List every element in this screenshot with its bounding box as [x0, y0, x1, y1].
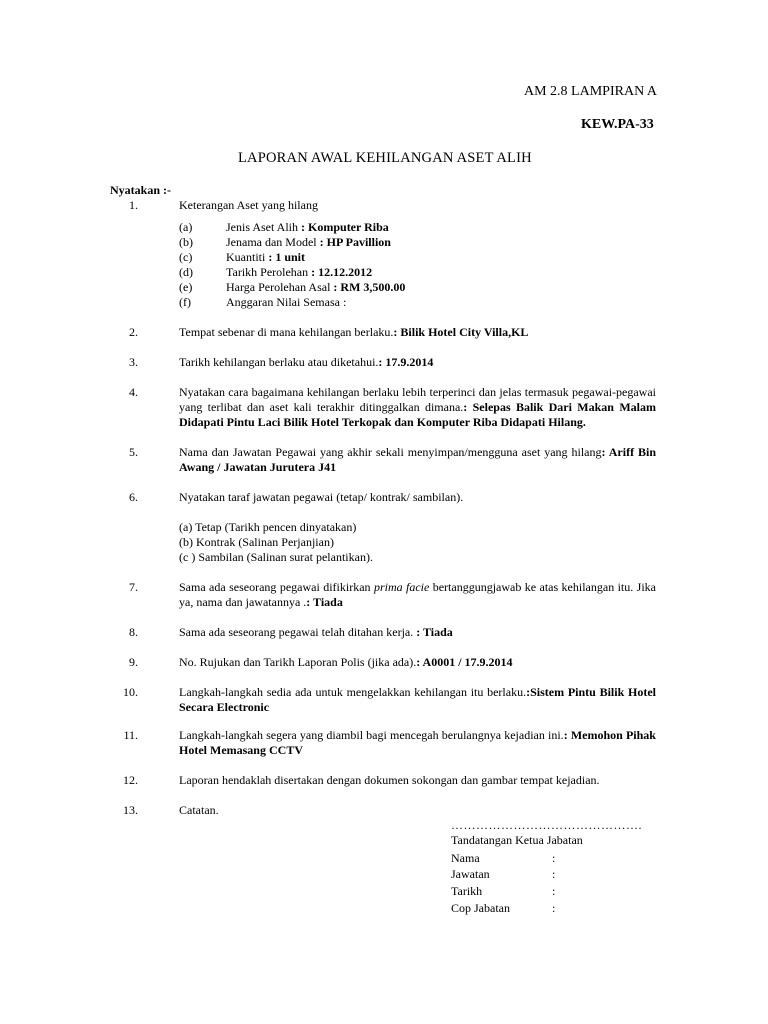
document-reference: AM 2.8 LAMPIRAN A [524, 84, 658, 99]
asset-letter: (f) [179, 295, 191, 309]
signature-field-label: Cop Jabatan [451, 901, 510, 915]
asset-row-d: Tarikh Perolehan : 12.12.2012 [226, 265, 373, 279]
asset-row-f: Anggaran Nilai Semasa : [226, 295, 347, 309]
signature-field-colon: : [552, 867, 556, 881]
item-number-3: 3. [129, 355, 138, 369]
asset-row-e: Harga Perolehan Asal : RM 3,500.00 [226, 280, 406, 294]
item-number-13: 13. [123, 803, 138, 817]
item-13-text: Catatan. [179, 803, 219, 817]
item-6-text: Nyatakan taraf jawatan pegawai (tetap/ kontrak/ sambilan). [179, 490, 464, 504]
item-number-2: 2. [129, 325, 138, 339]
item-1-text: Keterangan Aset yang hilang [179, 198, 318, 212]
asset-row-c: Kuantiti : 1 unit [226, 250, 306, 264]
signature-field-colon: : [552, 884, 556, 898]
item-7-text: Sama ada seseorang pegawai difikirkan prima facie bertanggungjawab ke atas kehilangan itu. Jika ya, nama dan jawatannya .: Tiada [179, 580, 656, 609]
item-number-10: 10. [123, 685, 138, 699]
item-10-text: Langkah-langkah sedia ada untuk mengelakkan kehilangan itu berlaku.:Sistem Pintu Bilik Hotel Secara Electronic [179, 685, 656, 714]
asset-letter: (b) [179, 235, 193, 249]
signature-field-label: Nama [451, 851, 480, 865]
document-title: LAPORAN AWAL KEHILANGAN ASET ALIH [238, 150, 532, 166]
asset-letter: (e) [179, 280, 193, 294]
item-number-8: 8. [129, 625, 138, 639]
item-number-7: 7. [129, 580, 138, 594]
item-2-text: Tempat sebenar di mana kehilangan berlaku.: Bilik Hotel City Villa,KL [179, 325, 529, 339]
asset-letter: (c) [179, 250, 193, 264]
item-number-5: 5. [129, 445, 138, 459]
signature-title: Tandatangan Ketua Jabatan [451, 833, 583, 847]
item-number-11: 11. [123, 728, 138, 742]
signature-field-label: Tarikh [451, 884, 483, 898]
intro-label: Nyatakan :- [110, 183, 172, 197]
signature-field-colon: : [552, 851, 556, 865]
item-9-text: No. Rujukan dan Tarikh Laporan Polis (jika ada).: A0001 / 17.9.2014 [179, 655, 513, 669]
item-5-text: Nama dan Jawatan Pegawai yang akhir sekali menyimpan/mengguna aset yang hilang: Ariff Bin Awang / Jawatan Jurutera J41 [179, 445, 657, 474]
status-option-kontrak: (b) Kontrak (Salinan Perjanjian) [179, 535, 334, 549]
asset-row-b: Jenama dan Model : HP Pavillion [226, 235, 391, 249]
item-number-12: 12. [123, 773, 138, 787]
item-number-1: 1. [129, 198, 138, 212]
item-number-6: 6. [129, 490, 138, 504]
asset-row-a: Jenis Aset Alih : Komputer Riba [226, 220, 389, 234]
item-12-text: Laporan hendaklah disertakan dengan dokumen sokongan dan gambar tempat kejadian. [179, 773, 600, 787]
signature-field-colon: : [552, 901, 556, 915]
item-4-text: Nyatakan cara bagaimana kehilangan berlaku lebih terperinci dan jelas termasuk pegawai-pegawai yang terlibat dan aset kali terakhir ditinggalkan dimana.: Selepas Balik Dari Makan Malam Didapati Pintu Laci Bilik Hotel Terkopak dan Komputer Riba Didapati Hilang. [179, 385, 656, 429]
item-number-9: 9. [129, 655, 138, 669]
item-number-4: 4. [129, 385, 138, 399]
item-8-text: Sama ada seseorang pegawai telah ditahan kerja. : Tiada [179, 625, 453, 639]
signature-field-label: Jawatan [451, 867, 490, 881]
signature-line: ………………………………………. [451, 818, 642, 832]
asset-letter: (d) [179, 265, 193, 279]
item-11-text: Langkah-langkah segera yang diambil bagi mencegah berulangnya kejadian ini.: Memohon Pihak Hotel Memasang CCTV [179, 728, 656, 757]
asset-letter: (a) [179, 220, 193, 234]
item-3-text: Tarikh kehilangan berlaku atau diketahui.: 17.9.2014 [179, 355, 434, 369]
status-option-sambilan: (c ) Sambilan (Salinan surat pelantikan). [179, 550, 373, 564]
status-option-tetap: (a) Tetap (Tarikh pencen dinyatakan) [179, 520, 357, 534]
form-code: KEW.PA-33 [581, 117, 654, 132]
